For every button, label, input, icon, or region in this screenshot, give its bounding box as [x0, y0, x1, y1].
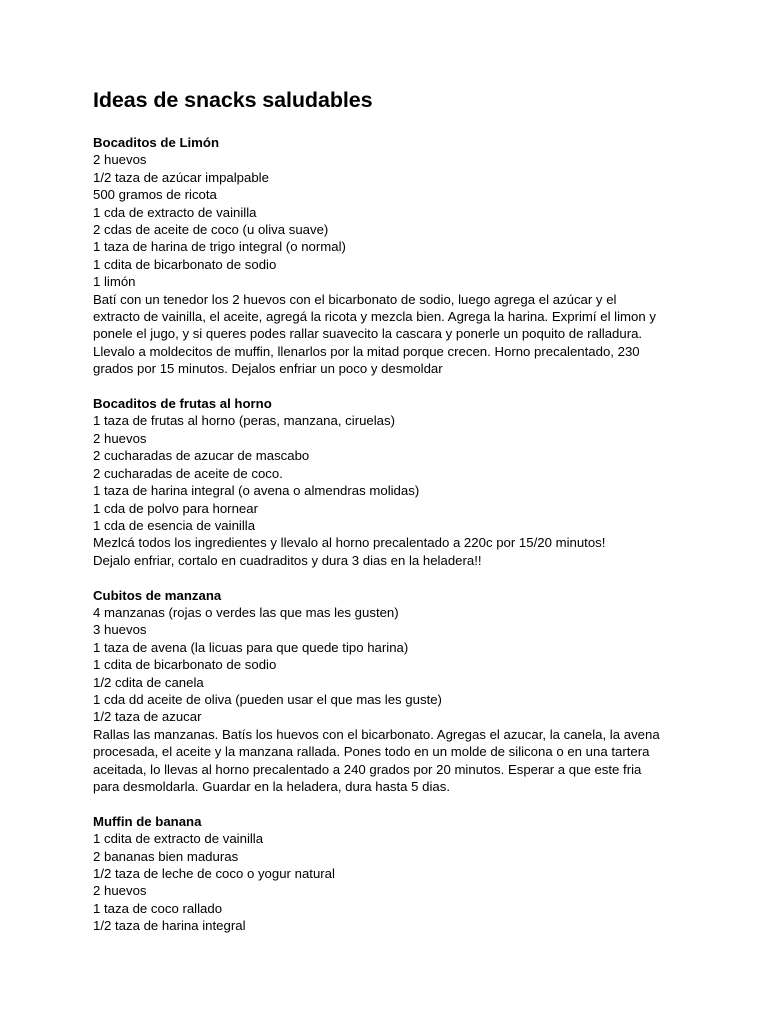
instruction-line: para desmoldarla. Guardar en la heladera, dura hasta 5 dias.: [93, 779, 451, 794]
recipe-title: Bocaditos de Limón: [93, 135, 220, 150]
instruction-line: Rallas las manzanas. Batís los huevos con el bicarbonato. Agregas el azucar, la canela, la avena: [93, 726, 660, 742]
instruction-line: procesada, el aceite y la manzana rallada. Pones todo en un molde de silicona o en una tartera: [93, 744, 650, 760]
instruction-line: Dejalo enfriar, cortalo en cuadraditos y dura 3 dias en la heladera!!: [93, 552, 482, 568]
ingredient-line: 1 taza de avena (la licuas para que quede tipo harina): [93, 639, 409, 655]
instruction-line: Mezlcá todos los ingredientes y llevalo al horno precalentado a 220c por 15/20 minutos!: [93, 535, 606, 551]
ingredient-line: 2 cucharadas de azucar de mascabo: [93, 448, 310, 464]
ingredient-line: 1 cda de polvo para hornear: [93, 500, 258, 516]
instruction-line: extracto de vainilla, el aceite, agregá la ricota y mezcla bien. Agrega la harina. Exprimí el limon y: [93, 309, 656, 325]
ingredient-line: 1 cdita de bicarbonato de sodio: [93, 657, 277, 673]
ingredient-line: 2 bananas bien maduras: [93, 848, 239, 864]
ingredient-line: 1 taza de harina integral (o avena o almendras molidas): [93, 483, 420, 499]
ingredient-line: 1 taza de harina de trigo integral (o normal): [93, 239, 346, 255]
ingredient-line: 1/2 cdita de canela: [93, 674, 204, 690]
recipe-title: Cubitos de manzana: [93, 587, 222, 603]
recipe-title: Muffin de banana: [93, 813, 202, 829]
ingredient-line: 1 cda dd aceite de oliva (pueden usar el que mas les guste): [93, 691, 442, 707]
ingredient-line: 4 manzanas (rojas o verdes las que mas les gusten): [93, 604, 399, 620]
recipe-block: [93, 587, 693, 796]
ingredient-line: 3 huevos: [93, 622, 147, 638]
ingredient-line: 1/2 taza de azucar: [93, 709, 202, 725]
ingredient-line: 500 gramos de ricota: [93, 187, 217, 203]
ingredient-line: 2 huevos: [93, 152, 147, 168]
ingredient-line: 1 cda de extracto de vainilla: [93, 204, 257, 220]
ingredient-line: 1 cdita de extracto de vainilla: [93, 831, 264, 847]
recipe-block: [93, 813, 693, 935]
ingredient-line: 2 cucharadas de aceite de coco.: [93, 465, 283, 481]
instruction-line: aceitada, lo llevas al horno precalentado a 240 grados por 20 minutos. Esperar a que este fria: [93, 761, 642, 777]
recipe-block: [93, 134, 693, 378]
ingredient-line: 1/2 taza de leche de coco o yogur natural: [93, 866, 335, 882]
ingredient-line: 1 taza de frutas al horno (peras, manzana, ciruelas): [93, 413, 396, 429]
document-page: [93, 86, 693, 952]
ingredient-line: 1/2 taza de harina integral: [93, 918, 246, 934]
recipe-list: [93, 134, 693, 935]
instruction-line: Llevalo a moldecitos de muffin, llenarlos por la mitad porque crecen. Horno precalentado, 230: [93, 343, 640, 359]
ingredient-line: 1/2 taza de azúcar impalpable: [93, 169, 269, 185]
ingredient-line: 1 cda de esencia de vainilla: [93, 517, 256, 533]
ingredient-line: 2 huevos: [93, 430, 147, 446]
ingredient-line: 1 limón: [93, 274, 136, 290]
recipe-title: Bocaditos de frutas al horno: [93, 396, 272, 412]
ingredient-line: 1 taza de coco rallado: [93, 900, 223, 916]
instruction-line: grados por 15 minutos. Dejalos enfriar un poco y desmoldar: [93, 361, 443, 377]
recipe-block: [93, 395, 693, 569]
instruction-line: ponele el jugo, y si queres podes rallar suavecito la cascara y ponerle un poquito de ralladura.: [93, 326, 643, 342]
ingredient-line: 2 cdas de aceite de coco (u oliva suave): [93, 222, 329, 238]
document-title: Ideas de snacks saludables: [93, 88, 373, 112]
ingredient-line: 2 huevos: [93, 883, 147, 899]
instruction-line: Batí con un tenedor los 2 huevos con el bicarbonato de sodio, luego agrega el azúcar y el: [93, 291, 617, 307]
ingredient-line: 1 cdita de bicarbonato de sodio: [93, 256, 277, 272]
